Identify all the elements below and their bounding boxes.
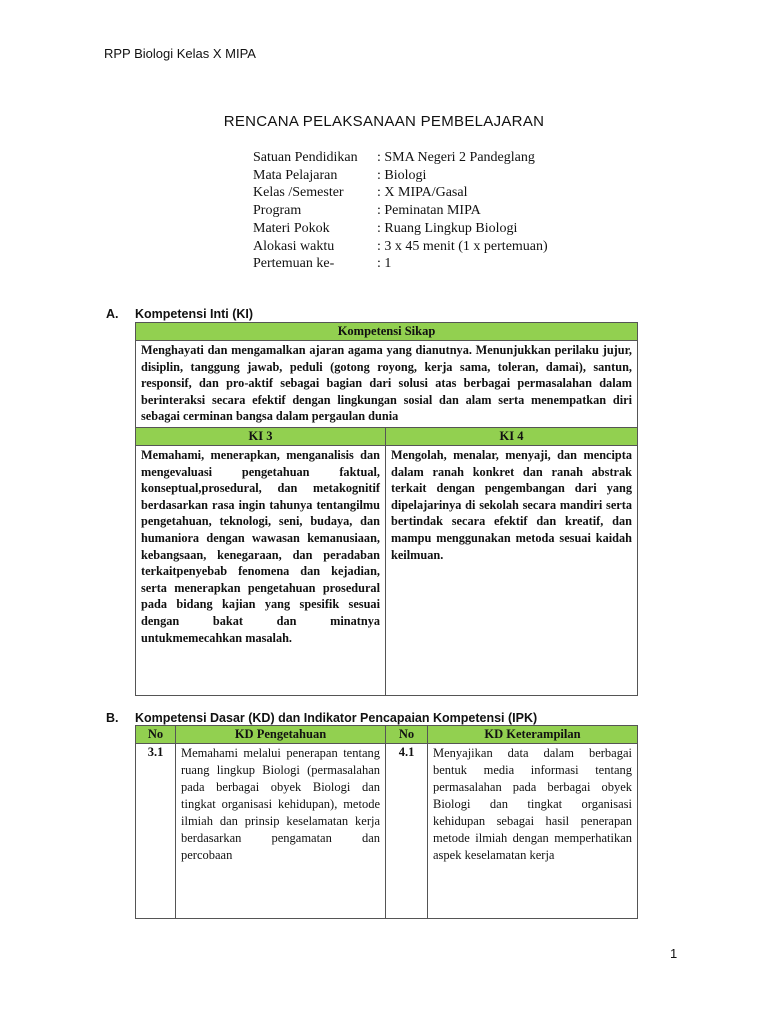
info-row [253, 220, 548, 238]
info-row [253, 167, 548, 185]
info-value: : Peminatan MIPA [377, 203, 481, 219]
running-header: RPP Biologi Kelas X MIPA [104, 46, 256, 61]
ki3-text: Memahami, menerapkan, menganalisis dan mengevaluasi pengetahuan faktual, konseptual,prosedural, dan metakognitif berdasarkan rasa ingin tahunya tentangilmu pengetahuan, teknologi, seni, budaya, dan humaniora dengan wawasan kemanusiaan, kebangsaan, kenegaraan, dan peradaban terkaitpenyebab fenomena dan kejadian, serta menerapkan pengetahuan prosedural pada bidang kajian yang spesifik sesuai dengan bakat dan minatnya untukmemecahkan masalah. [136, 446, 386, 696]
info-value: : X MIPA/Gasal [377, 185, 468, 201]
info-label: Alokasi waktu [253, 238, 335, 254]
ki4-header: KI 4 [386, 428, 638, 446]
info-value: : Ruang Lingkup Biologi [377, 220, 518, 236]
section-letter: A. [106, 307, 119, 321]
page-number: 1 [670, 946, 678, 961]
kd-number: 4.1 [386, 744, 428, 919]
info-label: Pertemuan ke- [253, 256, 335, 272]
section-title: Kompetensi Dasar (KD) dan Indikator Pencapaian Kompetensi (IPK) [135, 711, 538, 725]
info-value: : Biologi [377, 167, 427, 183]
info-value: : 3 x 45 menit (1 x pertemuan) [377, 238, 548, 254]
info-value: : SMA Negeri 2 Pandeglang [377, 150, 535, 165]
info-label: Mata Pelajaran [253, 167, 338, 183]
section-b-heading [106, 711, 537, 725]
kd-keterampilan-text: Menyajikan data dalam berbagai bentuk media informasi tentang permasalahan pada berbagai obyek Biologi dan tingkat organisasi kehidupan sebagai hasil penerapan metode ilmiah dengan memperhatikan aspek keselamatan kerja [428, 744, 638, 919]
info-label: Satuan Pendidikan [253, 150, 358, 165]
kd-table [135, 725, 638, 919]
info-label: Materi Pokok [253, 220, 330, 236]
info-label: Kelas /Semester [253, 185, 344, 201]
ki3-header: KI 3 [136, 428, 386, 446]
section-a-heading [106, 307, 253, 321]
sikap-text: Menghayati dan mengamalkan ajaran agama yang dianutnya. Menunjukkan perilaku jujur, disiplin, tanggung jawab, peduli (gotong royong, kerja sama, toleran, damai), santun, responsif, dan pro-aktif sebagai bagian dari solusi atas berbagai permasalahan dalam berinteraksi secara efektif dengan lingkungan sosial dan alam serta menempatkan diri sebagai cerminan bangsa dalam pergaulan dunia [136, 341, 638, 428]
document-title: RENCANA PELAKSANAAN PEMBELAJARAN [223, 113, 545, 130]
col-header-no: No [386, 726, 428, 744]
info-row [253, 184, 548, 202]
col-header-kd-pengetahuan: KD Pengetahuan [176, 726, 386, 744]
section-letter: B. [106, 711, 119, 725]
col-header-no: No [136, 726, 176, 744]
info-row [253, 238, 548, 256]
kd-pengetahuan-text: Memahami melalui penerapan tentang ruang lingkup Biologi (permasalahan pada berbagai obyek Biologi dan tingkat organisasi kehidupan), metode ilmiah dan prinsip keselamatan kerja berdasarkan pengamatan dan percobaan [176, 744, 386, 919]
info-label: Program [253, 203, 302, 219]
section-title: Kompetensi Inti (KI) [135, 307, 254, 321]
info-row [253, 202, 548, 220]
col-header-kd-keterampilan: KD Keterampilan [428, 726, 638, 744]
sikap-header: Kompetensi Sikap [136, 323, 638, 341]
ki4-text: Mengolah, menalar, menyaji, dan mencipta dalam ranah konkret dan ranah abstrak terkait dengan pengembangan dari yang dipelajarinya di sekolah secara mandiri serta bertindak secara efektif dan kreatif, dan mampu menggunakan metoda sesuai kaidah keilmuan. [386, 446, 638, 696]
info-value: : 1 [377, 256, 392, 272]
table-row [136, 744, 638, 919]
kd-number: 3.1 [136, 744, 176, 919]
identity-info [253, 149, 548, 273]
ki-table [135, 322, 638, 696]
info-row [253, 255, 548, 273]
info-row [253, 149, 548, 167]
